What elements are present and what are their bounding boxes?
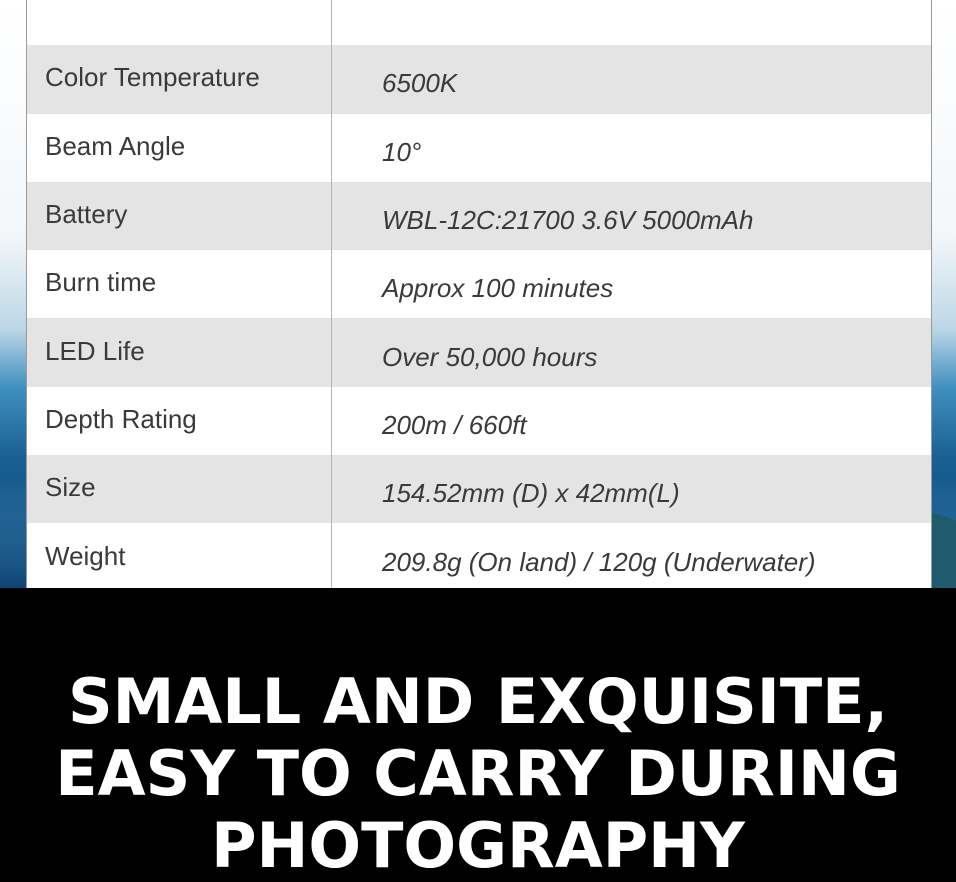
headline-line-3: PHOTOGRAPHY [211,809,745,882]
spec-label: Beam Angle [27,114,332,182]
spec-value: 154.52mm (D) x 42mm(L) [332,455,932,523]
table-row [27,182,932,250]
spec-label [27,0,332,45]
spec-label: Depth Rating [27,387,332,455]
headline-line-2: EASY TO CARRY DURING [55,737,901,810]
spec-value: Approx 100 minutes [332,250,932,318]
spec-value: 6500K [332,45,932,113]
spec-label: Battery [27,182,332,250]
table-row [27,387,932,455]
specifications-table [26,0,932,593]
table-row [27,318,932,386]
table-row [27,0,932,45]
spec-value: 10° [332,114,932,182]
spec-label: Weight [27,523,332,592]
table-row [27,250,932,318]
spec-label: LED Life [27,318,332,386]
spec-value [332,0,932,45]
table-row [27,45,932,113]
spec-value: 209.8g (On land) / 120g (Underwater) [332,523,932,592]
spec-label: Burn time [27,250,332,318]
spec-label: Size [27,455,332,523]
table-row [27,114,932,182]
table-row [27,523,932,592]
spec-label: Color Temperature [27,45,332,113]
table-row [27,455,932,523]
spec-value: 200m / 660ft [332,387,932,455]
spec-value: Over 50,000 hours [332,318,932,386]
promo-banner [0,588,956,882]
spec-value: WBL-12C:21700 3.6V 5000mAh [332,182,932,250]
banner-headline [0,666,956,882]
headline-line-1: SMALL AND EXQUISITE, [67,665,889,738]
